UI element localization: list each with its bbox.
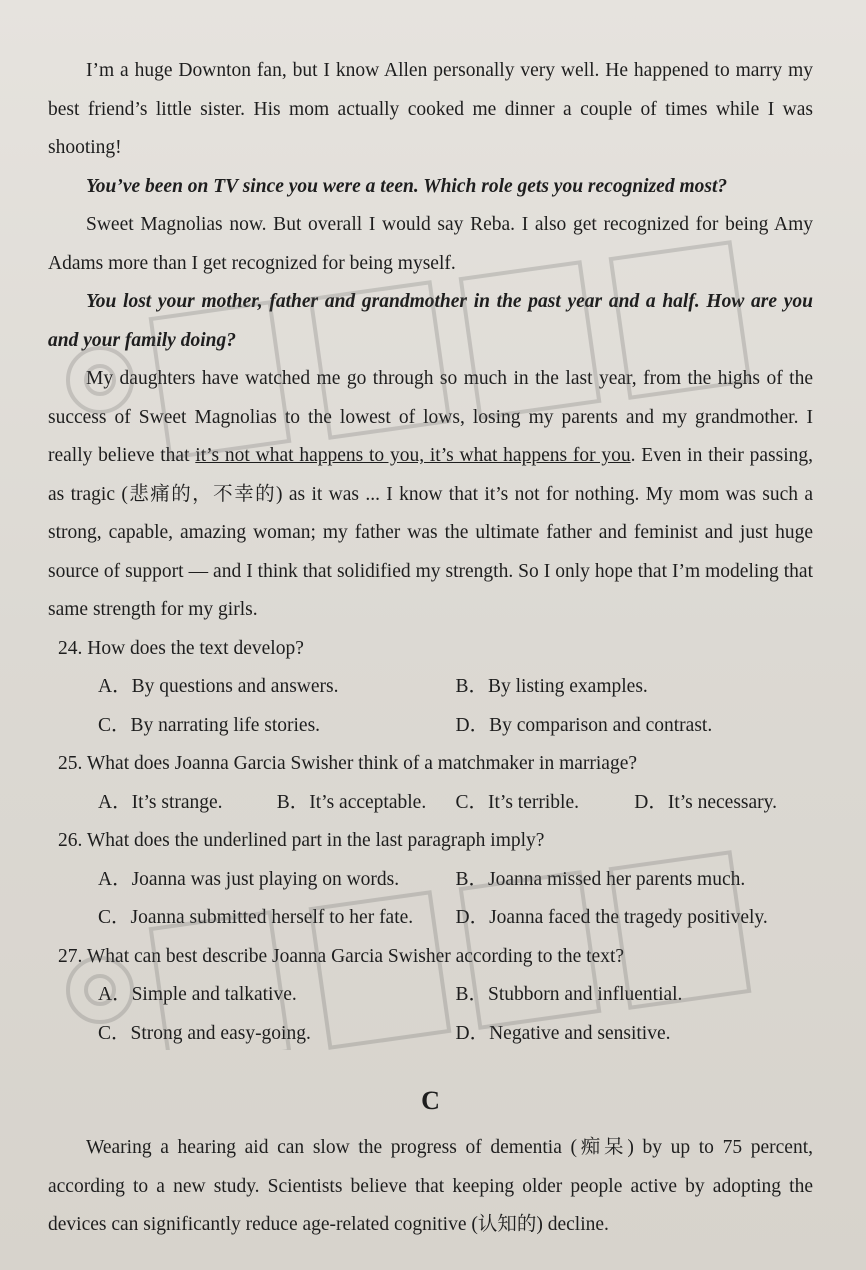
paragraph-hearing-aid: Wearing a hearing aid can slow the progress of dementia (痴呆) by up to 75 percent, according to a new study. Scientists believe that keeping older people active by adopting the devices can significantly reduce age-related cognitive (认知的) decline. bbox=[48, 1137, 813, 1235]
interview-question-family: You lost your mother, father and grandmother in the past year and a half. How are you and your family doing? bbox=[48, 291, 813, 351]
interview-answer-role: Sweet Magnolias now. But overall I would say Reba. I also get recognized for being Amy Adams more than I get recognized for being myself. bbox=[48, 214, 813, 274]
paragraph-downton: I’m a huge Downton fan, but I know Allen personally very well. He happened to marry my best friend’s little sister. His mom actually cooked me dinner a couple of times while I was shooting! bbox=[48, 60, 813, 158]
question-stem: 25. What does Joanna Garcia Swisher think of a matchmaker in marriage? bbox=[58, 753, 638, 774]
answer-text-before: My daughters have watched me go through so much in the last year, from the highs of the success of Sweet Magnolias to the lowest of lows, losing my parents and my grandmother. I really believe that bbox=[48, 368, 813, 466]
question-25 bbox=[48, 745, 813, 822]
option-b: B．Stubborn and influential. bbox=[455, 984, 683, 1005]
option-c: C．It’s terrible. bbox=[455, 791, 579, 813]
option-d: D．Joanna faced the tragedy positively. bbox=[455, 907, 768, 928]
option-a: A．Joanna was just playing on words. bbox=[98, 868, 400, 890]
question-stem: 26. What does the underlined part in the last paragraph imply? bbox=[58, 830, 545, 851]
interview-answer-family bbox=[48, 360, 813, 630]
option-d: D．It’s necessary. bbox=[634, 791, 778, 813]
interview-question-role: You’ve been on TV since you were a teen. Which role gets you recognized most? bbox=[86, 175, 728, 197]
answer-text-after: . Even in their passing, as tragic (悲痛的，不幸的) as it was ... I know that it’s not for nothing. My mom was such a strong, capable, amazing woman; my father was the ultimate father and feminist and just huge source of support — and I think that solidified my strength. So I only hope that I’m modeling that same strength for my girls. bbox=[48, 445, 813, 620]
question-24 bbox=[48, 630, 813, 746]
reading-passage bbox=[48, 52, 813, 1245]
question-stem: 27. What can best describe Joanna Garcia Swisher according to the text? bbox=[58, 945, 625, 967]
option-b: B．By listing examples. bbox=[455, 676, 648, 697]
question-stem: 24. How does the text develop? bbox=[58, 637, 304, 659]
underlined-part: it’s not what happens to you, it’s what happens for you bbox=[195, 445, 631, 466]
option-b: B．It’s acceptable. bbox=[276, 791, 427, 813]
option-a: A．Simple and talkative. bbox=[98, 984, 297, 1005]
option-a: A．By questions and answers. bbox=[98, 676, 339, 697]
option-c: C．Strong and easy-going. bbox=[98, 1022, 311, 1044]
question-26 bbox=[48, 822, 813, 938]
question-27 bbox=[48, 938, 813, 1054]
option-d: D．Negative and sensitive. bbox=[455, 1022, 671, 1044]
option-c: C．By narrating life stories. bbox=[98, 714, 321, 736]
option-a: A．It’s strange. bbox=[98, 791, 223, 813]
option-b: B．Joanna missed her parents much. bbox=[455, 868, 746, 890]
option-d: D．By comparison and contrast. bbox=[455, 714, 713, 736]
section-heading: C bbox=[421, 1086, 440, 1115]
option-c: C．Joanna submitted herself to her fate. bbox=[98, 907, 414, 928]
